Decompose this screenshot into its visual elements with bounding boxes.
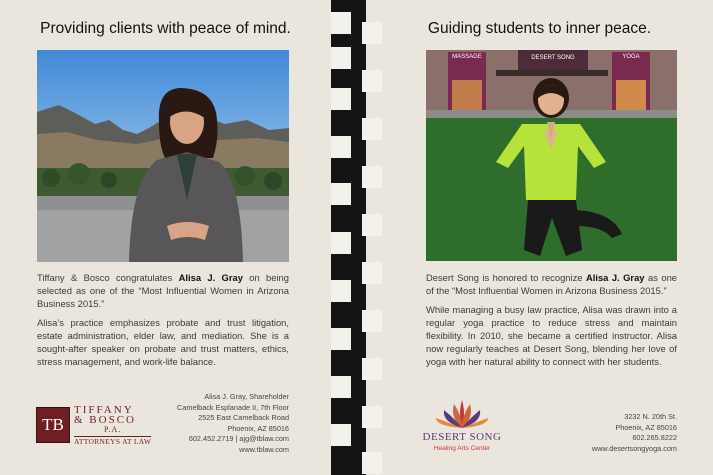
left-contact-block — [177, 392, 289, 455]
tb-monogram: TB — [36, 407, 70, 443]
yoga-sign: YOGA — [622, 54, 640, 60]
right-contact-line: Phoenix, AZ 85016 — [615, 422, 677, 432]
desert-song-name: DESERT SONG — [422, 431, 502, 443]
right-intro-before: Desert Song is honored to recognize — [426, 272, 586, 283]
left-caption — [37, 272, 289, 375]
left-heading: Providing clients with peace of mind. — [40, 20, 291, 37]
tb-line1: TIFFANY — [74, 404, 134, 416]
left-body-text: Alisa’s practice emphasizes probate and trust litigation, estate administration, elder law, and mediation. She is a sought-after speaker on probate and trust matters, ethics, stress management, and work-life balance. — [37, 316, 289, 367]
right-contact-phone[interactable]: 602.265.8222 — [632, 433, 677, 443]
right-honoree-name: Alisa J. Gray — [585, 272, 645, 283]
left-contact-line: Phoenix, AZ 85016 — [227, 423, 289, 433]
left-contact-line: Camelback Esplanade II, 7th Floor — [177, 402, 289, 412]
left-website-link[interactable]: www.tblaw.com — [239, 444, 289, 454]
left-contact-phone-email[interactable]: 602.452.2719 | ajg@tblaw.com — [188, 434, 289, 444]
lotus-icon — [421, 398, 503, 430]
left-honoree-name: Alisa J. Gray — [178, 272, 243, 283]
right-photo-yoga-pose — [426, 50, 677, 261]
right-website-link[interactable]: www.desertsongyoga.com — [591, 443, 677, 453]
right-body-text: While managing a busy law practice, Alisa was drawn into a regular yoga practice to reduce stress and maintain flexibility. In 2010, she became a certified instructor. Alisa now regularly teaches at Desert Song, blending her love of yoga with her natural ability to connect with her students. — [426, 303, 677, 367]
right-contact-block — [592, 412, 677, 454]
left-contact-line: Alisa J. Gray, Shareholder — [204, 392, 289, 401]
studio-sign: DESERT SONG — [531, 55, 575, 61]
left-contact-line: 2525 East Camelback Road — [198, 413, 289, 423]
right-caption — [426, 272, 677, 375]
right-contact-line: 3232 N. 20th St. — [624, 412, 677, 421]
tb-line4: ATTORNEYS AT LAW — [74, 437, 152, 446]
left-intro-after: on being selected as one of the “Most Influential Women in Arizona Business 2015.” — [37, 272, 289, 309]
massage-sign: MASSAGE — [452, 54, 482, 60]
desert-song-tagline: Healing Arts Center — [433, 445, 491, 452]
tb-line3: P.A. — [103, 425, 122, 434]
tb-wordmark — [74, 405, 151, 447]
right-heading: Guiding students to inner peace. — [427, 20, 652, 37]
left-intro-before: Tiffany & Bosco congratulates — [37, 272, 179, 283]
tb-line2: & BOSCO — [74, 414, 136, 426]
desert-song-logo[interactable] — [421, 398, 503, 454]
tiffany-bosco-logo[interactable] — [36, 404, 160, 446]
right-intro-after: as one of the “Most Influential Women in Arizona Business 2015.” — [426, 272, 677, 296]
left-photo-businesswoman — [37, 50, 289, 262]
